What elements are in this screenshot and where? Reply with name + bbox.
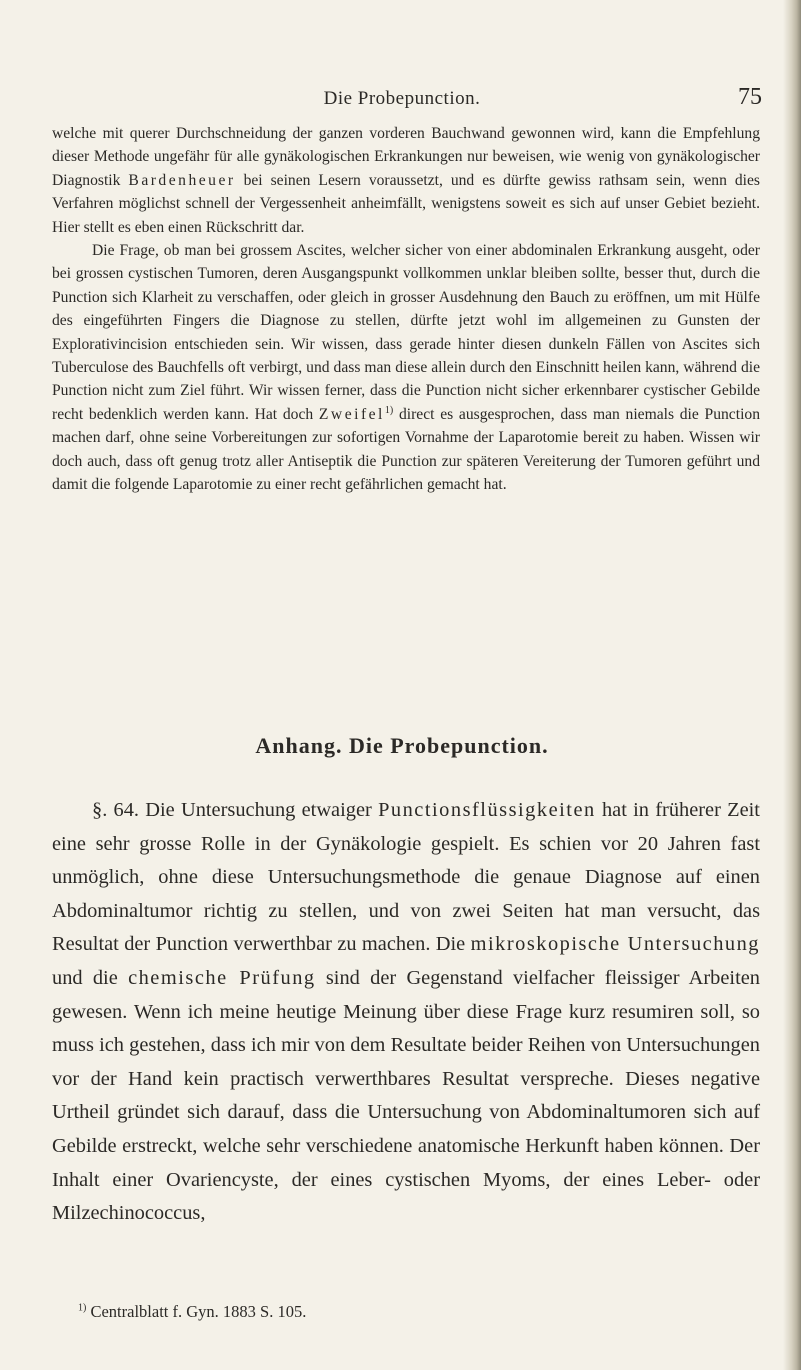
running-title: Die Probepunction. xyxy=(323,88,481,109)
author-name-bardenheuer: Bardenheuer xyxy=(128,171,236,189)
footnote-ref: 1) xyxy=(384,404,394,416)
page-number: 75 xyxy=(738,84,762,110)
paragraph-1: welche mit querer Durchschneidung der ganzen vorderen Bauchwand gewonnen wird, kann die Empfehlung dieser Methode ungefähr für alle gynäkologischen Erkrankungen nur beweisen, wie wenig von gynäkologischer Diagnostik Bardenheuer bei seinen Lesern voraussetzt, und es dürfte gewiss rathsam sein, wenn dies Verfahren möglichst schnell der Vergessenheit anheimfällt, wenigstens soweit es sich auf unser Gebiet bezieht. Hier stellt es eben einen Rückschritt dar. xyxy=(52,125,760,236)
paragraph-2: Die Frage, ob man bei grossem Ascites, welcher sicher von einer abdominalen Erkrankung ausgeht, oder bei grossen cystischen Tumoren, deren Ausgangspunkt vollkommen unklar bleiben sollte, besser thut, durch die Punction sich Klarheit zu verschaffen, oder gleich in grosser Ausdehnung den Bauch zu eröffnen, um mit Hülfe des eingeführten Fingers die Diagnose zu stellen, dürfte jetzt wohl im allgemeinen zu Gunsten der Explorativincision entschieden sein. Wir wissen, dass gerade hinter diesen dunkeln Fällen von Ascites sich Tuberculose des Bauchfells oft verbirgt, und dass man diese allein durch den Einschnitt heilen kann, während die Punction nicht zum Ziel führt. Wir wissen ferner, dass die Punction nicht sicher erkennbarer cystischer Gebilde recht bedenklich werden kann. Hat doch Zweifel$^{1)}$ direct es ausgesprochen, dass man niemals die Punction machen darf, ohne seine Vorbereitungen zur sofortigen Vornahme der Laparotomie bereit zu haben. Wissen wir doch auch, dass oft genug trotz aller Antiseptik die Punction zur späteren Vereiterung der Tumoren geführt und damit die folgende Laparotomie zu einer recht gefährlichen gemacht hat. xyxy=(52,242,760,494)
term-punctionsfluessigkeiten: Punctionsflüssigkeiten xyxy=(378,799,596,821)
footnote xyxy=(78,1302,758,1322)
section-paragraph: §. 64. Die Untersuchung etwaiger Punctionsflüssigkeiten hat in früherer Zeit eine sehr grosse Rolle in der Gynäkologie gespielt. Es schien vor 20 Jahren fast unmöglich, ohne diese Untersuchungsmethode die genaue Diagnose auf einen Abdominaltumor richtig zu stellen, und von zwei Seiten hat man versucht, das Resultat der Punction verwerthbar zu machen. Die mikroskopische Untersuchung und die chemische Prüfung sind der Gegenstand vielfacher fleissiger Arbeiten gewesen. Wenn ich meine heutige Meinung über diese Frage kurz resumiren soll, so muss ich gestehen, dass ich mir von dem Resultate beider Reihen von Untersuchungen vor der Hand kein practisch verwerthbares Resultat verspreche. Dieses negative Urtheil gründet sich darauf, dass die Untersuchung von Abdominaltumoren sich auf Gebilde erstreckt, welche sehr verschiedene anatomische Herkunft haben können. Der Inhalt einer Ovariencyste, der eines cystischen Myoms, der eines Leber- oder Milzechinococcus, xyxy=(52,799,760,1225)
running-head xyxy=(42,84,762,114)
footnote-text: Centralblatt f. Gyn. 1883 S. 105. xyxy=(90,1302,307,1321)
section-heading: Anhang. Die Probepunction. xyxy=(255,733,549,758)
term-chemische: chemische Prüfung xyxy=(128,966,316,989)
section-body xyxy=(52,794,760,1231)
page-edge xyxy=(783,0,801,1370)
term-mikroskopische: mikroskopische Untersuchung xyxy=(470,933,760,956)
author-name-zweifel: Zweifel xyxy=(318,405,385,423)
body-small-text xyxy=(52,122,760,497)
footnote-marker: 1) xyxy=(78,1302,87,1314)
